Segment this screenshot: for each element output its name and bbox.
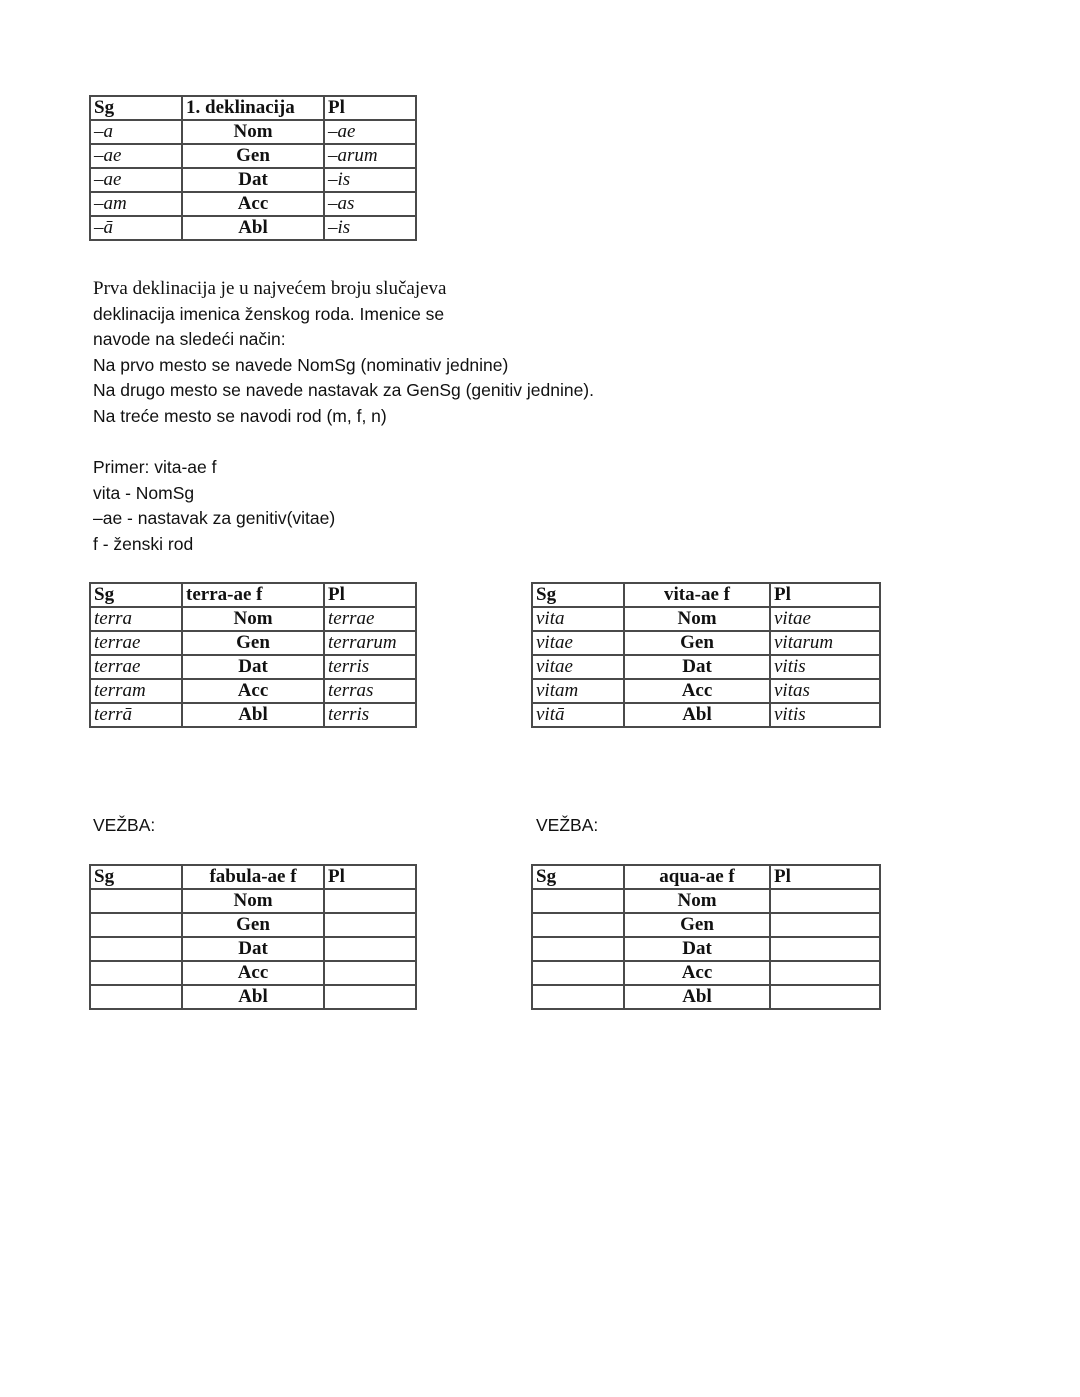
table-row xyxy=(532,631,880,655)
pl-blank-cell xyxy=(770,913,880,937)
sg-blank-cell xyxy=(532,889,624,913)
pl-blank-cell xyxy=(324,985,416,1009)
case-label: Nom xyxy=(624,889,770,913)
header-sg: Sg xyxy=(90,583,182,607)
table-row xyxy=(90,631,416,655)
pl-blank-cell xyxy=(770,889,880,913)
example-line: f - ženski rod xyxy=(93,533,194,554)
sg-blank-cell xyxy=(532,913,624,937)
pl-form: terrarum xyxy=(324,631,416,655)
table-row xyxy=(90,703,416,727)
case-label: Dat xyxy=(182,168,324,192)
sg-blank-cell xyxy=(90,985,182,1009)
case-label: Abl xyxy=(182,985,324,1009)
pl-blank-cell xyxy=(770,961,880,985)
case-label: Abl xyxy=(182,703,324,727)
sg-form: vitae xyxy=(532,631,624,655)
case-label: Dat xyxy=(182,655,324,679)
sg-blank-cell xyxy=(532,985,624,1009)
case-label: Nom xyxy=(182,889,324,913)
case-label: Gen xyxy=(182,631,324,655)
pl-form: vitarum xyxy=(770,631,880,655)
sg-form: terra xyxy=(90,607,182,631)
sg-form: vita xyxy=(532,607,624,631)
sg-ending: –ae xyxy=(90,168,182,192)
pl-blank-cell xyxy=(324,913,416,937)
sg-form: terrā xyxy=(90,703,182,727)
pl-blank-cell xyxy=(770,937,880,961)
table-header-row xyxy=(532,583,880,607)
pl-form: vitis xyxy=(770,703,880,727)
table-row xyxy=(90,192,416,216)
case-label: Nom xyxy=(182,607,324,631)
header-pl: Pl xyxy=(324,96,416,120)
case-label: Gen xyxy=(182,913,324,937)
table-row xyxy=(90,961,416,985)
table-row xyxy=(532,655,880,679)
example-line: Primer: vita-ae f xyxy=(93,457,217,477)
table-row xyxy=(532,937,880,961)
case-label: Acc xyxy=(182,679,324,703)
table-header-row xyxy=(90,583,416,607)
pl-blank-cell xyxy=(324,937,416,961)
header-title: terra-ae f xyxy=(182,583,324,607)
pl-ending: –is xyxy=(324,168,416,192)
table-row xyxy=(90,144,416,168)
case-label: Dat xyxy=(624,655,770,679)
example-line: –ae - nastavak za genitiv(vitae) xyxy=(93,508,336,529)
pl-form: terris xyxy=(324,655,416,679)
pl-ending: –ae xyxy=(324,120,416,144)
example-paragraph xyxy=(93,455,335,557)
pl-form: terras xyxy=(324,679,416,703)
table-row xyxy=(532,703,880,727)
pl-form: terrae xyxy=(324,607,416,631)
sg-blank-cell xyxy=(90,937,182,961)
header-sg: Sg xyxy=(532,583,624,607)
case-label: Gen xyxy=(624,913,770,937)
intro-line: navode na sledeći način: xyxy=(93,329,286,350)
header-title: fabula-ae f xyxy=(182,865,324,889)
fabula-exercise-table xyxy=(89,864,417,1010)
table-header-row xyxy=(90,96,416,120)
case-label: Abl xyxy=(624,703,770,727)
sg-blank-cell xyxy=(90,913,182,937)
table-row xyxy=(90,889,416,913)
case-label: Acc xyxy=(624,679,770,703)
example-line: vita - NomSg xyxy=(93,482,195,503)
case-label: Dat xyxy=(624,937,770,961)
case-label: Acc xyxy=(182,961,324,985)
vita-table xyxy=(531,582,881,728)
sg-ending: –ā xyxy=(90,216,182,240)
table-row xyxy=(90,216,416,240)
header-pl: Pl xyxy=(324,865,416,889)
sg-form: vitam xyxy=(532,679,624,703)
case-label: Abl xyxy=(182,216,324,240)
intro-line: deklinacija imenica ženskog roda. Imenice se xyxy=(93,303,445,324)
header-title: vita-ae f xyxy=(624,583,770,607)
intro-line: Na treće mesto se navodi rod (m, f, n) xyxy=(93,405,387,426)
intro-line: Prva deklinacija je u najvećem broju slučajeva xyxy=(93,278,447,299)
table-row xyxy=(532,985,880,1009)
sg-form: terram xyxy=(90,679,182,703)
header-sg: Sg xyxy=(532,865,624,889)
case-label: Nom xyxy=(624,607,770,631)
case-label: Acc xyxy=(624,961,770,985)
aqua-exercise-table xyxy=(531,864,881,1010)
sg-form: vitā xyxy=(532,703,624,727)
table-row xyxy=(90,937,416,961)
pl-form: vitae xyxy=(770,607,880,631)
table-row xyxy=(90,120,416,144)
table-row xyxy=(532,889,880,913)
case-label: Gen xyxy=(182,144,324,168)
sg-form: terrae xyxy=(90,655,182,679)
header-pl: Pl xyxy=(770,583,880,607)
case-label: Gen xyxy=(624,631,770,655)
sg-ending: –am xyxy=(90,192,182,216)
intro-line: Na prvo mesto se navede NomSg (nominativ jednine) xyxy=(93,354,509,375)
pl-form: vitas xyxy=(770,679,880,703)
case-label: Nom xyxy=(182,120,324,144)
pl-ending: –is xyxy=(324,216,416,240)
table-row xyxy=(532,679,880,703)
header-title: aqua-ae f xyxy=(624,865,770,889)
table-row xyxy=(532,607,880,631)
header-pl: Pl xyxy=(324,583,416,607)
table-header-row xyxy=(90,865,416,889)
pl-blank-cell xyxy=(770,985,880,1009)
case-label: Acc xyxy=(182,192,324,216)
table-row xyxy=(532,961,880,985)
terra-table xyxy=(89,582,417,728)
sg-ending: –a xyxy=(90,120,182,144)
case-label: Dat xyxy=(182,937,324,961)
pl-form: terris xyxy=(324,703,416,727)
intro-line: Na drugo mesto se navede nastavak za GenSg (genitiv jednine). xyxy=(93,380,594,401)
intro-paragraph xyxy=(93,276,594,430)
table-row xyxy=(90,168,416,192)
sg-form: vitae xyxy=(532,655,624,679)
exercise-label-right: VEŽBA: xyxy=(536,815,599,835)
header-sg: Sg xyxy=(90,865,182,889)
sg-form: terrae xyxy=(90,631,182,655)
table-row xyxy=(90,985,416,1009)
pl-blank-cell xyxy=(324,889,416,913)
sg-blank-cell xyxy=(532,937,624,961)
exercise-label-left: VEŽBA: xyxy=(93,815,156,835)
sg-blank-cell xyxy=(532,961,624,985)
case-label: Abl xyxy=(624,985,770,1009)
sg-ending: –ae xyxy=(90,144,182,168)
sg-blank-cell xyxy=(90,961,182,985)
table-row xyxy=(90,913,416,937)
table-header-row xyxy=(532,865,880,889)
pl-ending: –arum xyxy=(324,144,416,168)
table-row xyxy=(90,655,416,679)
sg-blank-cell xyxy=(90,889,182,913)
header-sg: Sg xyxy=(90,96,182,120)
pl-form: vitis xyxy=(770,655,880,679)
table-row xyxy=(90,607,416,631)
header-title: 1. deklinacija xyxy=(182,96,324,120)
pl-ending: –as xyxy=(324,192,416,216)
first-declension-table xyxy=(89,95,417,241)
table-row xyxy=(90,679,416,703)
pl-blank-cell xyxy=(324,961,416,985)
table-row xyxy=(532,913,880,937)
header-pl: Pl xyxy=(770,865,880,889)
